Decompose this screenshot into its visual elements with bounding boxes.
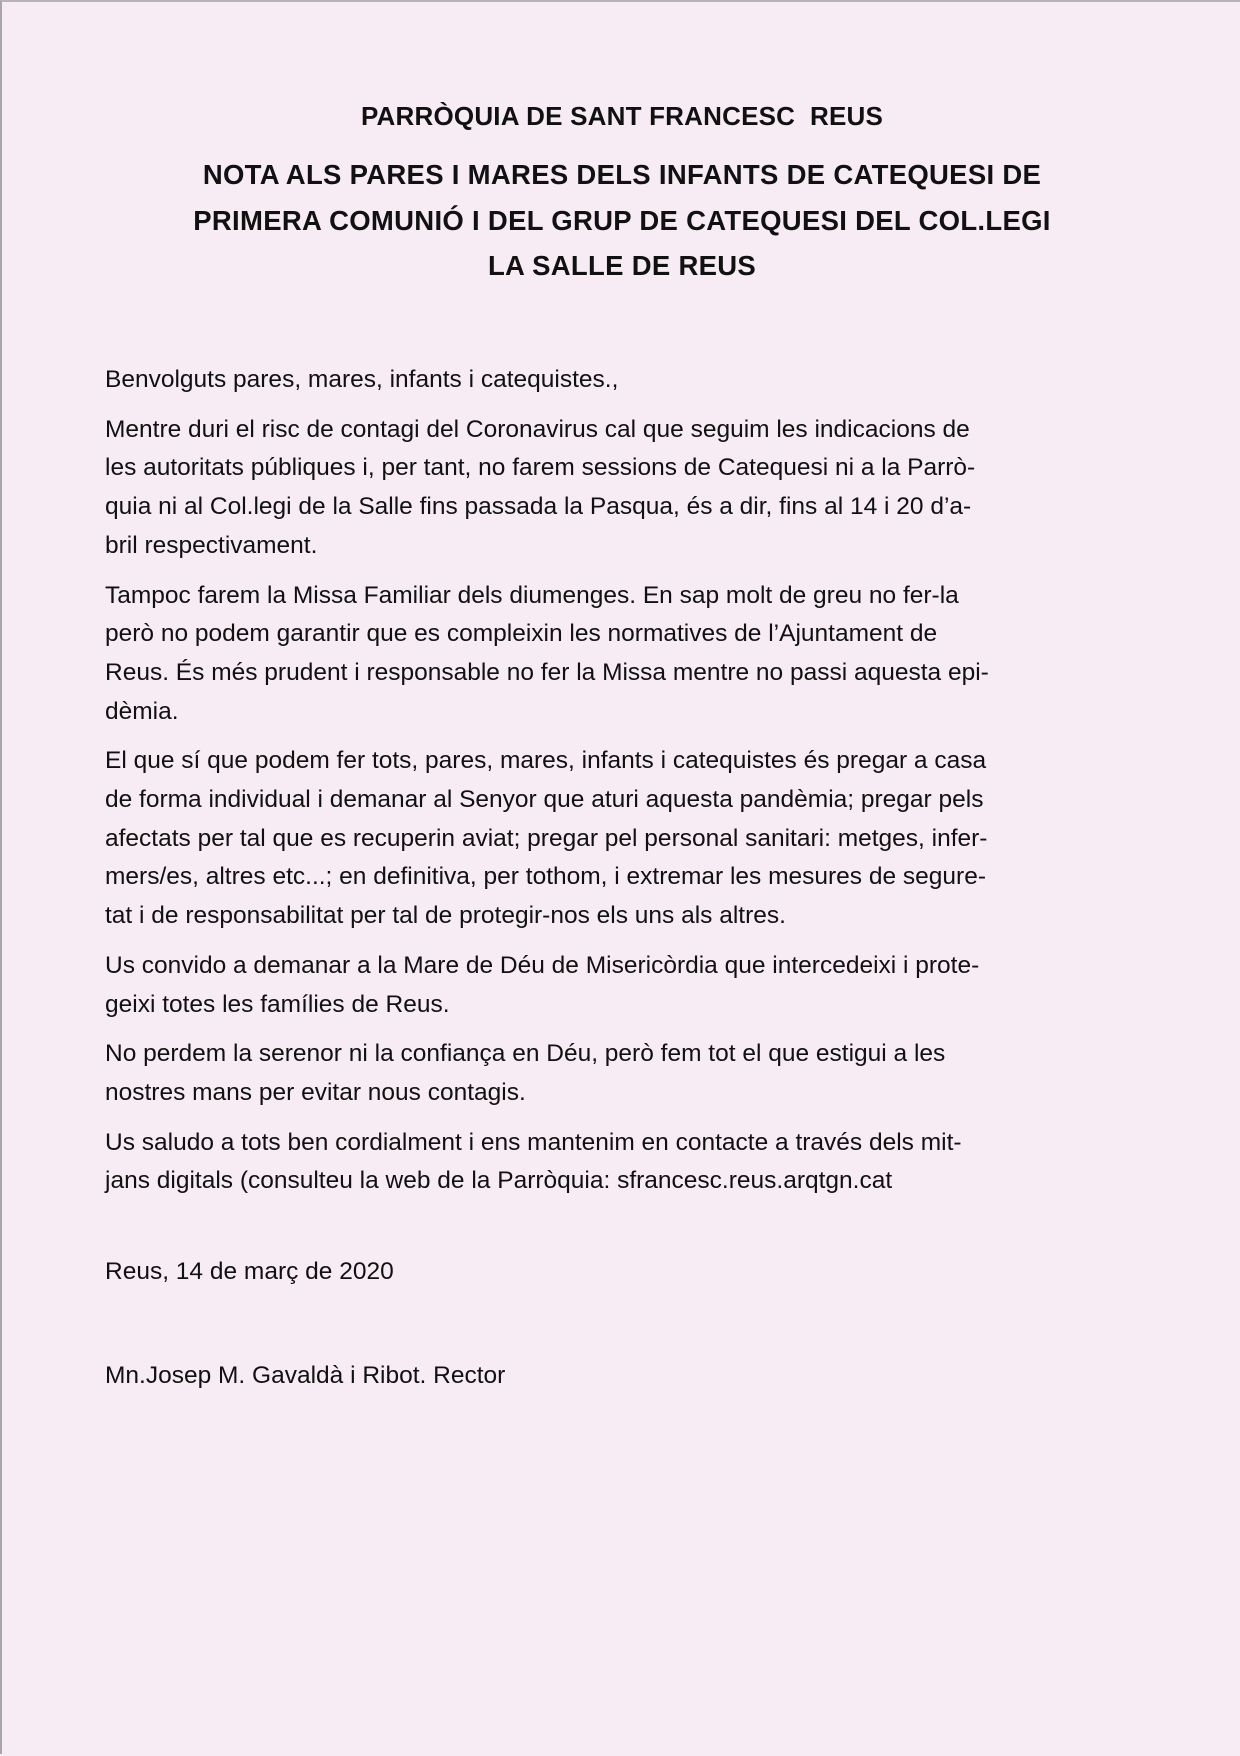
text-line: Us saludo a tots ben cordialment i ens mantenim en contacte a través dels mit- (105, 1128, 962, 1156)
note-title-line: LA SALLE DE REUS (487, 250, 757, 281)
text-line: Reus. És més prudent i responsable no fer la Missa mentre no passi aquesta epi- (105, 658, 989, 686)
letter-paragraph (105, 1035, 1155, 1112)
letter-paragraph (105, 411, 1155, 566)
letter-paragraph (105, 577, 1155, 732)
text-line: El que sí que podem fer tots, pares, mares, infants i catequistes és pregar a casa (105, 747, 987, 775)
text-line: bril respectivament. (105, 531, 318, 559)
text-line: nostres mans per evitar nous contagis. (105, 1078, 526, 1106)
salutation (105, 361, 1155, 400)
document-header (2, 98, 1240, 289)
text-line: jans digitals (consulteu la web de la Parròquia: sfrancesc.reus.arqtgn.cat (105, 1167, 893, 1195)
parish-title: PARRÒQUIA DE SANT FRANCESC REUS (360, 101, 884, 131)
text-line: tat i de responsabilitat per tal de protegir-nos els uns als altres. (105, 902, 786, 930)
letter-paragraph (105, 947, 1155, 1024)
text-line: quia ni al Col.legi de la Salle fins passada la Pasqua, és a dir, fins al 14 i 20 d’a- (105, 493, 972, 521)
letter-signature: Mn.Josep M. Gavaldà i Ribot. Rector (105, 1362, 506, 1389)
text-line: Tampoc farem la Missa Familiar dels diumenges. En sap molt de greu no fer-la (105, 581, 959, 609)
note-title-line: NOTA ALS PARES I MARES DELS INFANTS DE CATEQUESI DE (202, 159, 1042, 190)
text-line: Mentre duri el risc de contagi del Coronavirus cal que seguim les indicacions de (105, 415, 970, 443)
text-line: No perdem la serenor ni la confiança en Déu, però fem tot el que estigui a les (105, 1040, 946, 1068)
text-line: però no podem garantir que es compleixin les normatives de l’Ajuntament de (105, 620, 938, 648)
letter-body (105, 361, 1155, 1212)
note-title-line: PRIMERA COMUNIÓ I DEL GRUP DE CATEQUESI DEL COL.LEGI (193, 204, 1051, 236)
text-line: geixi totes les famílies de Reus. (105, 990, 450, 1018)
text-line: Us convido a demanar a la Mare de Déu de Misericòrdia que intercedeixi i prote- (105, 951, 980, 979)
letter-paragraph (105, 742, 1155, 936)
text-line: les autoritats públiques i, per tant, no farem sessions de Catequesi ni a la Parrò- (105, 454, 976, 482)
letter-date: Reus, 14 de març de 2020 (105, 1258, 394, 1285)
text-line: Benvolguts pares, mares, infants i catequistes., (105, 366, 619, 393)
letter-paragraph (105, 1124, 1155, 1201)
text-line: mers/es, altres etc...; en definitiva, per tothom, i extremar les mesures de segure- (105, 863, 986, 891)
document-page (2, 2, 1240, 1756)
text-line: afectats per tal que es recuperin aviat; pregar pel personal sanitari: metges, infer- (105, 824, 988, 852)
note-title (2, 152, 1240, 289)
text-line: de forma individual i demanar al Senyor que aturi aquesta pandèmia; pregar pels (105, 786, 984, 814)
text-line: dèmia. (105, 697, 179, 725)
